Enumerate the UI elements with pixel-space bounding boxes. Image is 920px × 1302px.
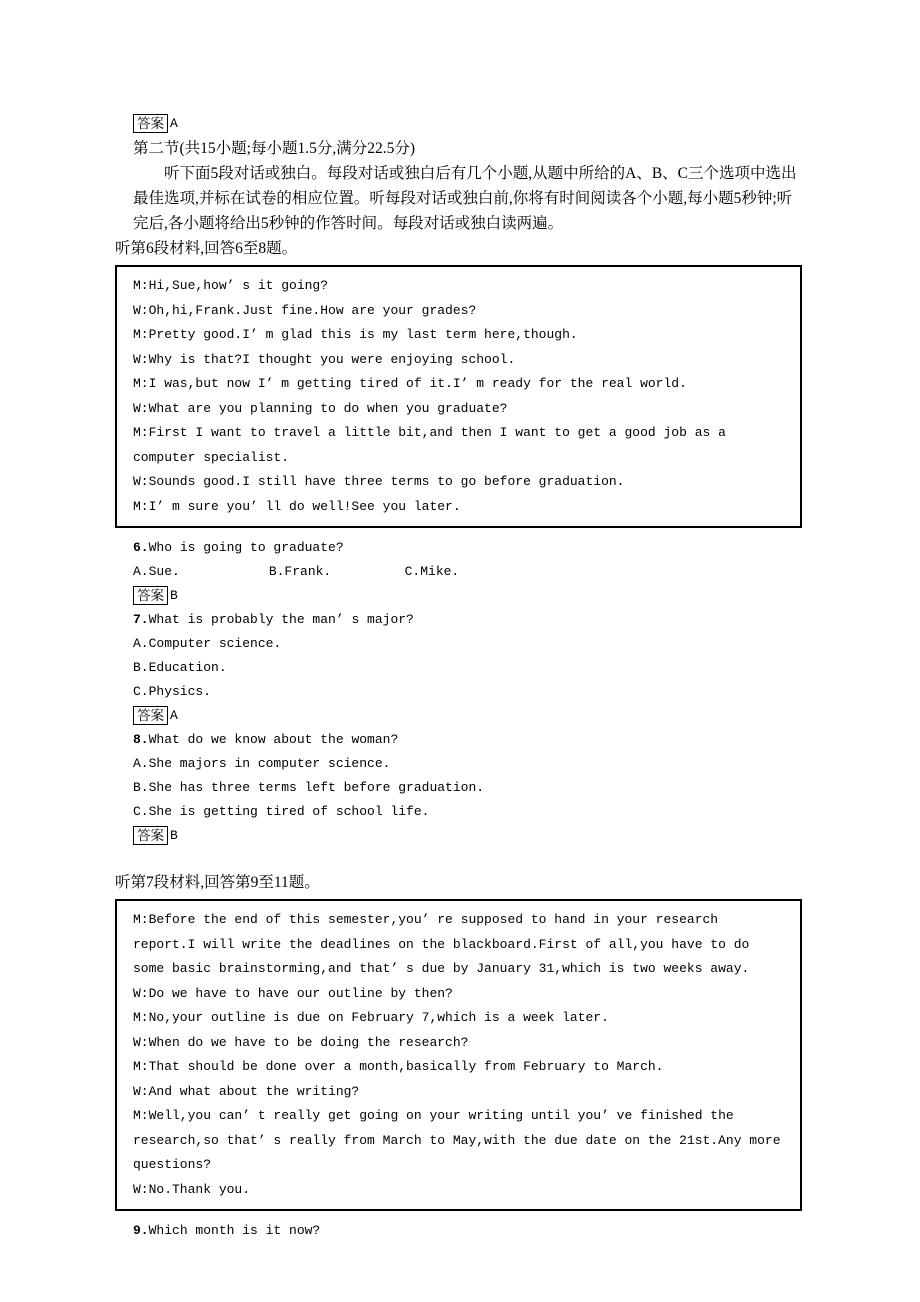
option-b: B.Education. [133, 660, 227, 675]
option-c: C.She is getting tired of school life. [133, 804, 430, 819]
answer-value: B [170, 827, 178, 843]
question-number: 8. [133, 732, 149, 747]
dialogue-line: M:Pretty good.I’ m glad this is my last term here,though. [133, 327, 578, 342]
option-a: A.Computer science. [133, 636, 282, 651]
blank-line [115, 848, 802, 870]
option-b: B.Frank. [268, 564, 332, 579]
dialogue-line: M:That should be done over a month,basically from February to March. [133, 1059, 664, 1074]
dialogue-line: W:What are you planning to do when you graduate? [133, 400, 508, 416]
question-stem: Which month is it now? [148, 1223, 321, 1238]
answer-box-label: 答案 [133, 586, 168, 605]
dialogue-line: W:Oh,hi,Frank.Just fine.How are your grades? [133, 302, 477, 318]
dialogue-line: M:First I want to travel a little bit,and then I want to get a good job as a computer specialist. [133, 425, 726, 465]
dialogue-line: W:Why is that?I thought you were enjoying school. [133, 351, 516, 367]
option-c: C.Physics. [133, 684, 212, 699]
dialogue-line: W:And what about the writing? [133, 1083, 360, 1099]
answer-row-q6 [115, 584, 802, 606]
section-title: 第二节(共15小题;每小题1.5分,满分22.5分) [133, 140, 416, 157]
question-9 [115, 1219, 802, 1243]
dialogue-line: W:No.Thank you. [133, 1181, 251, 1197]
answer-box-label: 答案 [133, 706, 168, 725]
transcript-box-material7 [115, 899, 802, 1211]
dialogue-line: W:Do we have to have our outline by then? [133, 985, 453, 1001]
question-8 [115, 728, 802, 752]
question-stem: What do we know about the woman? [148, 732, 399, 747]
dialogue-line: M:Well,you can’ t really get going on your writing until you’ ve finished the research,so that’ s really from March to May,with the due date on the 21st.Any more questions? [133, 1108, 781, 1172]
answer-row-top [115, 112, 802, 134]
question-6 [115, 536, 802, 560]
dialogue-line: M:Before the end of this semester,you’ re supposed to hand in your research report.I will write the deadlines on the blackboard.First of all,you have to do some basic brainstorming,and that’ s due by January 31,which is two weeks away. [133, 912, 750, 976]
question-stem: Who is going to graduate? [148, 540, 344, 555]
answer-value: B [170, 587, 178, 603]
section-instructions: 听下面5段对话或独白。每段对话或独白后有几个小题,从题中所给的A、B、C三个选项中选出最佳选项,并标在试卷的相应位置。听每段对话或独白前,你将有时间阅读各个小题,每小题5秒钟;听完后,各小题将给出5秒钟的作答时间。每段对话或独白读两遍。 [133, 165, 797, 232]
material7-header: 听第7段材料,回答第9至11题。 [115, 874, 320, 891]
answer-row-q8 [115, 824, 802, 846]
transcript-box-material6 [115, 265, 802, 528]
answer-row-q7 [115, 704, 802, 726]
dialogue-line: W:Sounds good.I still have three terms to go before graduation. [133, 474, 625, 489]
question-7 [115, 608, 802, 632]
answer-box-label: 答案 [133, 114, 168, 133]
question-number: 7. [133, 612, 149, 627]
dialogue-line: M:Hi,Sue,how’ s it going? [133, 278, 329, 293]
answer-value: A [170, 115, 178, 131]
material6-header: 听第6段材料,回答6至8题。 [115, 240, 298, 257]
document-page [115, 112, 802, 1243]
answer-value: A [170, 707, 178, 723]
option-c: C.Mike. [404, 564, 460, 579]
option-b: B.She has three terms left before graduation. [133, 780, 485, 795]
dialogue-line: M:I’ m sure you’ ll do well!See you later. [133, 498, 461, 514]
option-a: A.Sue. [133, 564, 180, 579]
question-number: 6. [133, 540, 149, 555]
option-a: A.She majors in computer science. [133, 756, 391, 771]
question-number: 9. [133, 1223, 149, 1238]
dialogue-line: W:When do we have to be doing the research? [133, 1034, 469, 1050]
answer-box-label: 答案 [133, 826, 168, 845]
dialogue-line: M:I was,but now I’ m getting tired of it.I’ m ready for the real world. [133, 376, 687, 391]
question-stem: What is probably the man’ s major? [148, 612, 414, 627]
question-6-options [115, 560, 802, 584]
dialogue-line: M:No,your outline is due on February 7,which is a week later. [133, 1010, 609, 1025]
